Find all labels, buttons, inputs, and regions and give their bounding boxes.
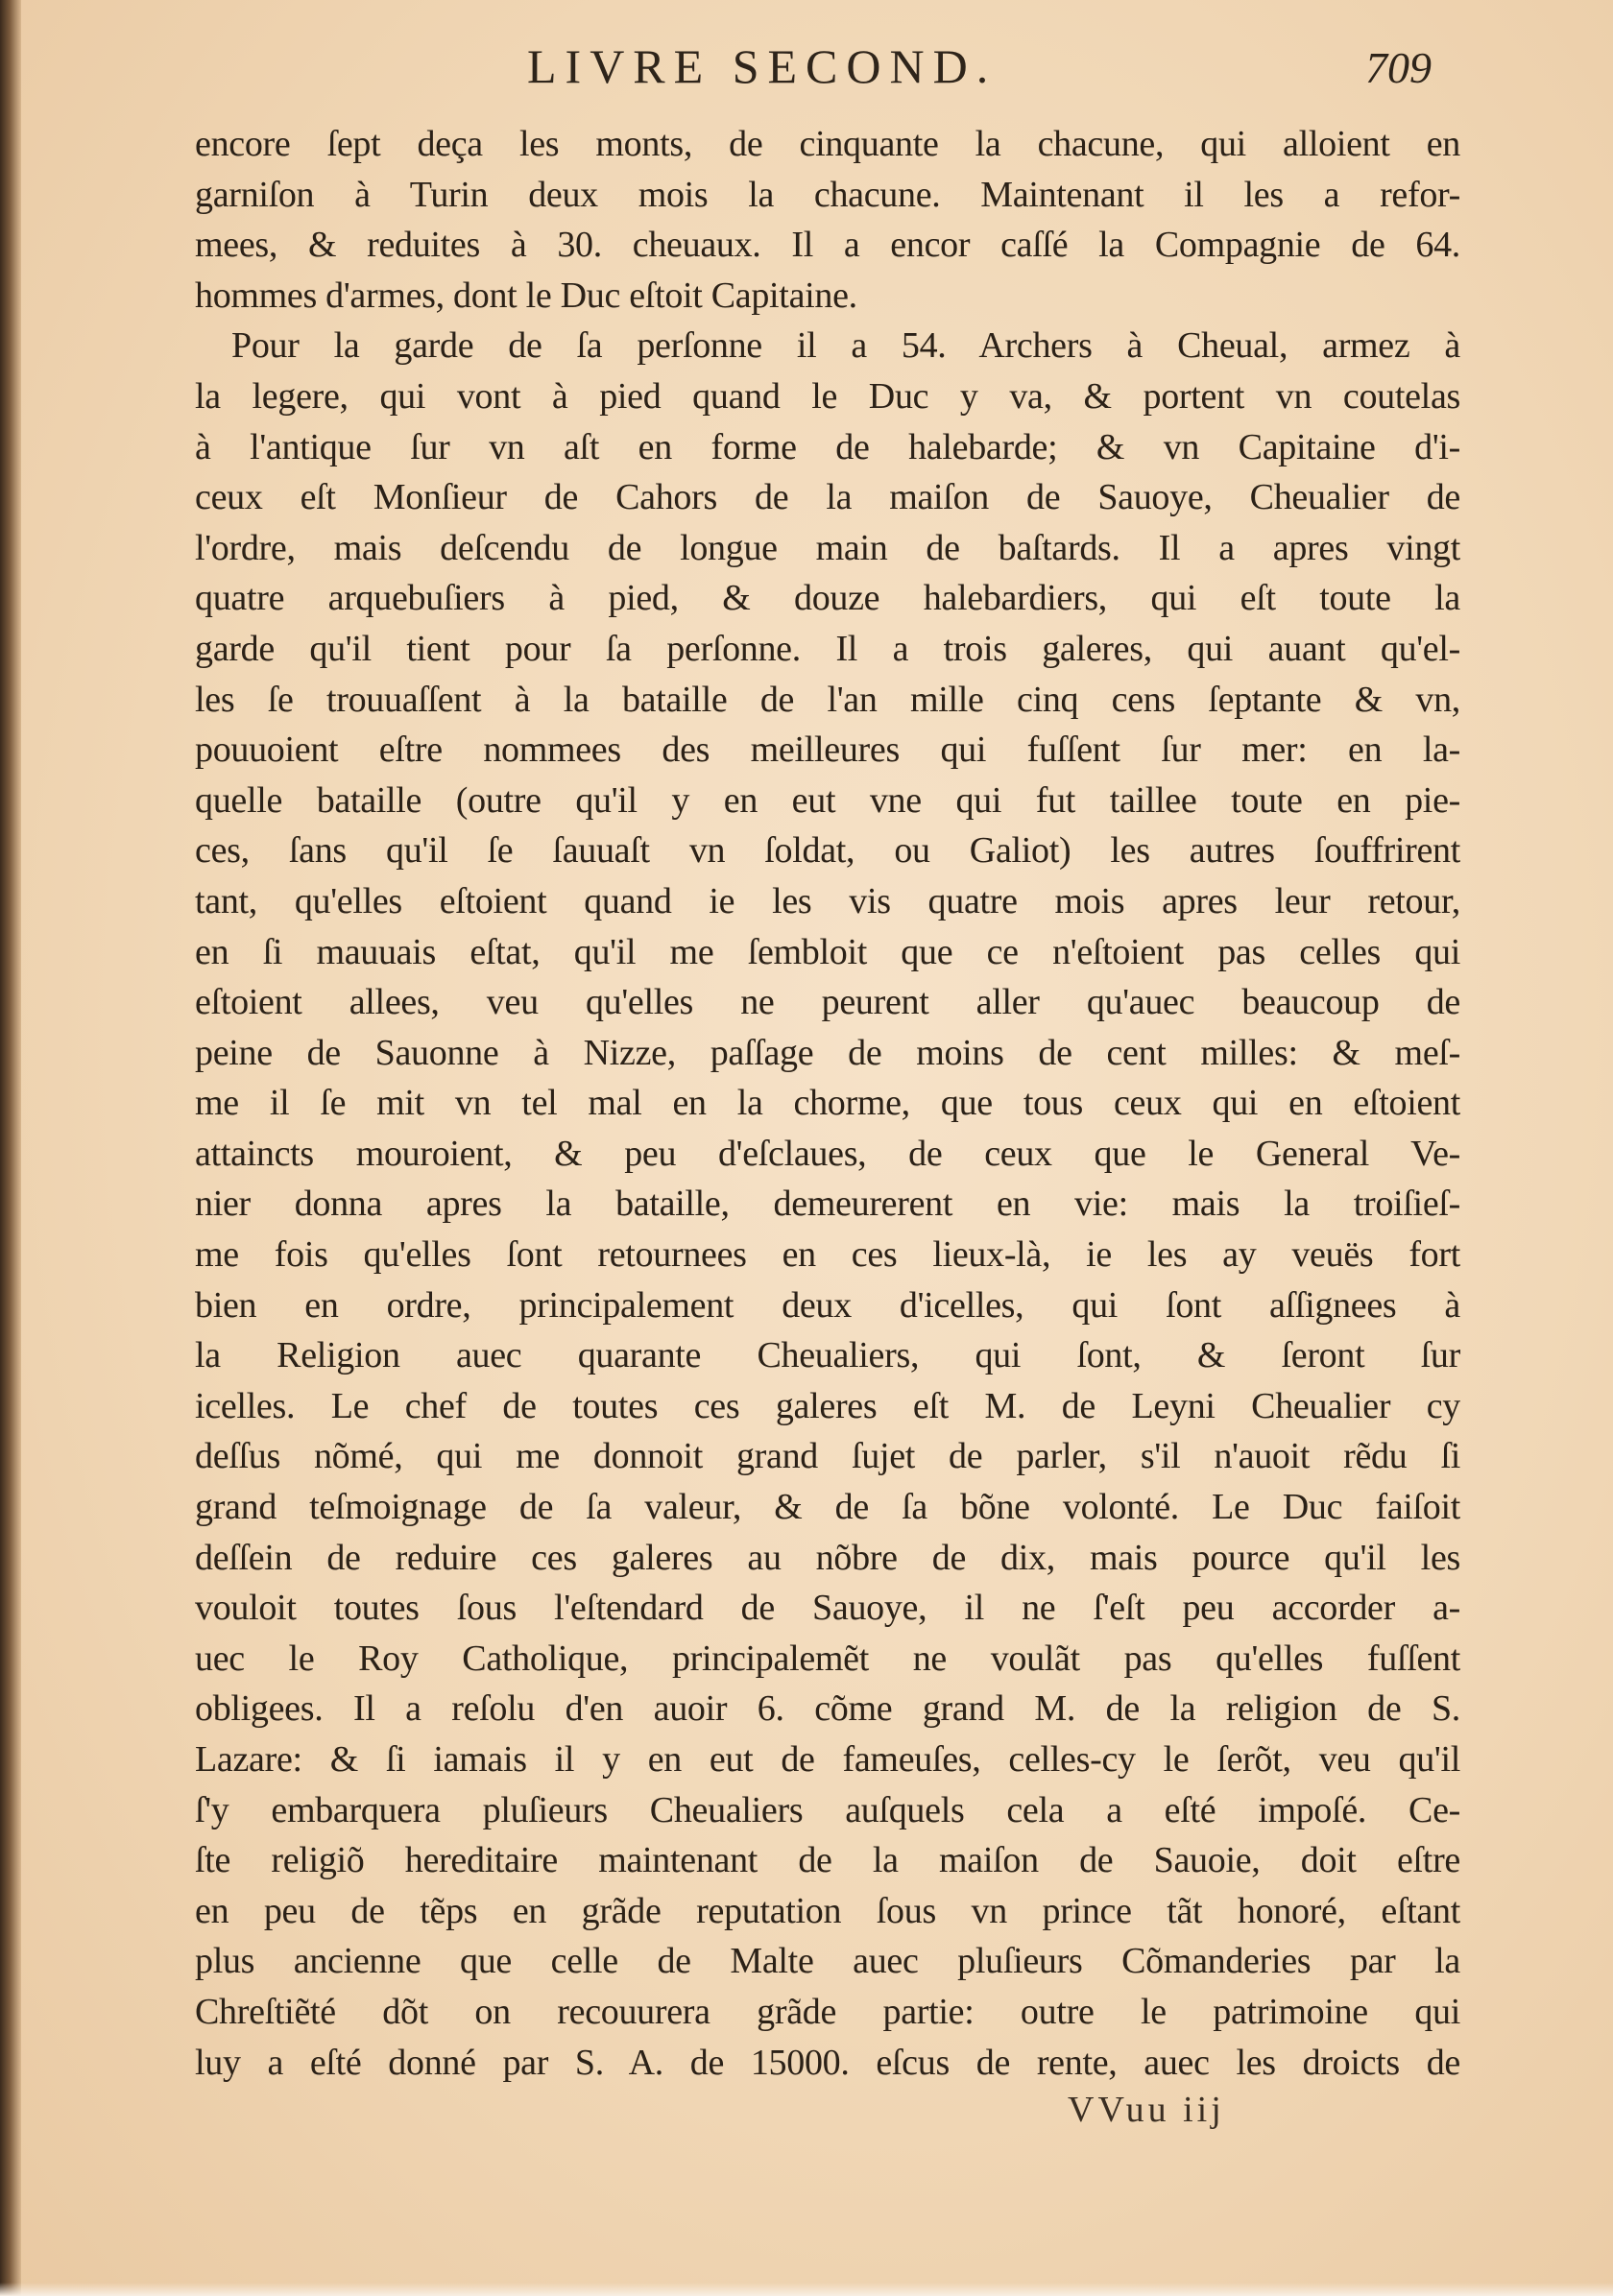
text-line: mees, & reduites à 30. cheuaux. Il a encor caſſé la Compagnie de 64. <box>195 225 1460 266</box>
text-line: ceux eſt Monſieur de Cahors de la maiſon de Sauoye, Cheualier de <box>195 477 1460 518</box>
text-line: pouuoient eſtre nommees des meilleures qui fuſſent ſur mer: en la- <box>195 729 1460 771</box>
text-line: Lazare: & ſi iamais il y en eut de fameuſes, celles-cy le ſerõt, veu qu'il <box>195 1739 1460 1780</box>
text-line: l'ordre, mais deſcendu de longue main de baſtards. Il a apres vingt <box>195 527 1460 568</box>
text-line: me fois qu'elles ſont retournees en ces lieux-là, ie les ay veuës fort <box>195 1234 1460 1276</box>
text-line: obligees. Il a reſolu d'en auoir 6. cõme grand M. de la religion de S. <box>195 1688 1460 1730</box>
text-line: plus ancienne que celle de Malte auec pluſieurs Cõmanderies par la <box>195 1941 1460 1982</box>
text-line: la Religion auec quarante Cheualiers, qui ſont, & ſeront ſur <box>195 1335 1460 1376</box>
text-line: icelles. Le chef de toutes ces galeres eſt M. de Leyni Cheualier cy <box>195 1385 1460 1426</box>
text-line: tant, qu'elles eſtoient quand ie les vis quatre mois apres leur retour, <box>195 880 1460 921</box>
text-line: hommes d'armes, dont le Duc eſtoit Capitaine. <box>195 275 857 316</box>
text-line: en ſi mauuais eſtat, qu'il me ſembloit que ce n'eſtoient pas celles qui <box>195 931 1460 972</box>
page-bottom-edge <box>0 2283 1613 2296</box>
body-text <box>195 119 1460 2088</box>
text-line: encore ſept deça les monts, de cinquante la chacune, qui alloient en <box>195 124 1460 164</box>
text-line: nier donna apres la bataille, demeurerent en vie: mais la troiſieſ- <box>195 1184 1460 1225</box>
text-line: en peu de tẽps en grãde reputation ſous vn prince tãt honoré, eſtant <box>195 1890 1460 1931</box>
text-line: vouloit toutes ſous l'eſtendard de Sauoye, il ne ſ'eſt peu accorder a- <box>195 1588 1460 1629</box>
text-line: eſtoient allees, veu qu'elles ne peurent aller qu'auec beaucoup de <box>195 982 1460 1023</box>
text-line: uec le Roy Catholique, principalemẽt ne voulãt pas qu'elles fuſſent <box>195 1638 1460 1679</box>
text-line: garniſon à Turin deux mois la chacune. Maintenant il les a refor- <box>195 174 1460 215</box>
text-line: la legere, qui vont à pied quand le Duc y va, & portent vn coutelas <box>195 375 1460 417</box>
text-line: deſſus nõmé, qui me donnoit grand ſujet de parler, s'il n'auoit rẽdu ſi <box>195 1436 1460 1477</box>
text-line: luy a eſté donné par S. A. de 15000. eſcus de rente, auec les droicts de <box>195 2042 1460 2083</box>
text-line: les ſe trouuaſſent à la bataille de l'an mille cinq cens ſeptante & vn, <box>195 679 1460 720</box>
text-line: Chreſtiẽté dõt on recouurera grãde partie: outre le patrimoine qui <box>195 1991 1460 2032</box>
text-line: ſ'y embarquera pluſieurs Cheualiers auſquels cela a eſté impoſé. Ce- <box>195 1789 1460 1830</box>
text-line: grand teſmoignage de ſa valeur, & de ſa bõne volonté. Le Duc faiſoit <box>195 1487 1460 1528</box>
text-line: me il ſe mit vn tel mal en la chorme, que tous ceux qui en eſtoient <box>195 1083 1460 1124</box>
text-line: ſte religiõ hereditaire maintenant de la maiſon de Sauoie, doit eſtre <box>195 1840 1460 1881</box>
text-line: ces, ſans qu'il ſe ſauuaſt vn ſoldat, ou Galiot) les autres ſouffrirent <box>195 830 1460 872</box>
text-line: attaincts mouroient, & peu d'eſclaues, de ceux que le General Ve- <box>195 1133 1460 1174</box>
text-line: quatre arquebuſiers à pied, & douze halebardiers, qui eſt toute la <box>195 578 1460 619</box>
text-line: deſſein de reduire ces galeres au nõbre de dix, mais pource qu'il les <box>195 1537 1460 1578</box>
text-line: à l'antique ſur vn aſt en forme de halebarde; & vn Capitaine d'i- <box>195 426 1460 467</box>
page-binding-edge <box>0 0 21 2296</box>
page-number: 709 <box>1365 43 1432 92</box>
text-line: quelle bataille (outre qu'il y en eut vne qui fut taillee toute en pie- <box>195 779 1460 821</box>
text-line: Pour la garde de ſa perſonne il a 54. Archers à Cheual, armez à <box>231 325 1460 367</box>
running-head: LIVRE SECOND. <box>527 39 998 93</box>
text-line: peine de Sauonne à Nizze, paſſage de moins de cent milles: & meſ- <box>195 1032 1460 1073</box>
text-line: garde qu'il tient pour ſa perſonne. Il a trois galeres, qui auant qu'el- <box>195 628 1460 669</box>
signature-mark: VVuu iij <box>1068 2090 1225 2130</box>
text-line: bien en ordre, principalement deux d'icelles, qui ſont aſſignees à <box>195 1284 1460 1326</box>
